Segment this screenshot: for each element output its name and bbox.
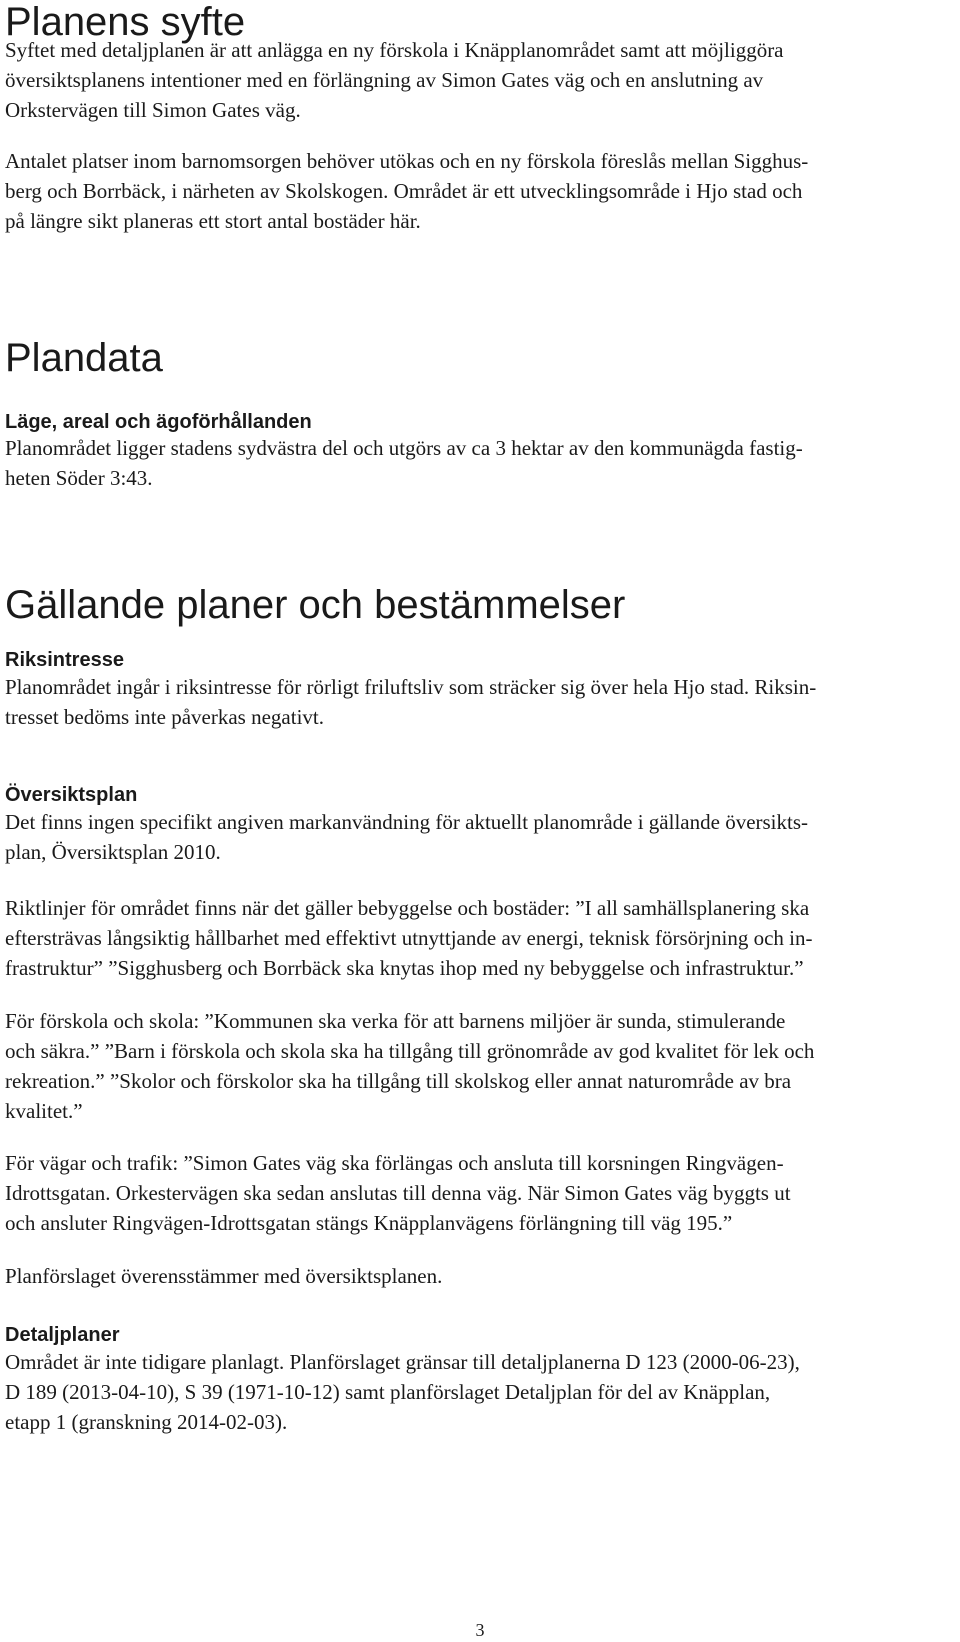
paragraph-oversiktsplan-3 [5, 1006, 955, 1126]
text-line: etapp 1 (granskning 2014-02-03). [5, 1410, 288, 1434]
text-line: kvalitet.” [5, 1099, 83, 1123]
paragraph-oversiktsplan-5 [5, 1261, 955, 1291]
heading-plandata: Plandata [5, 336, 163, 380]
text-line: Idrottsgatan. Orkestervägen ska sedan anslutas till denna väg. När Simon Gates väg byggts ut [5, 1181, 791, 1205]
paragraph-detaljplaner [5, 1347, 955, 1437]
text-line: D 189 (2013-04-10), S 39 (1971-10-12) samt planförslaget Detaljplan för del av Knäpplan, [5, 1380, 771, 1404]
text-line: på längre sikt planeras ett stort antal bostäder här. [5, 209, 421, 233]
text-line: Antalet platser inom barnomsorgen behöver utökas och en ny förskola föreslås mellan Sigghus- [5, 149, 809, 173]
paragraph-oversiktsplan-1 [5, 807, 955, 867]
subheading-riksintresse-block [5, 648, 955, 672]
text-line: För förskola och skola: ”Kommunen ska verka för att barnens miljöer är sunda, stimulerande [5, 1009, 786, 1033]
subheading-detaljplaner-block [5, 1323, 955, 1347]
text-line: och säkra.” ”Barn i förskola och skola ska ha tillgång till grönområde av god kvalitet för lek och [5, 1039, 815, 1063]
text-line: berg och Borrbäck, i närheten av Skolskogen. Området är ett utvecklingsområde i Hjo stad och [5, 179, 803, 203]
paragraph-syfte-2 [5, 146, 955, 236]
heading-planens-syfte: Planens syfte [5, 0, 246, 44]
text-line: eftersträvas långsiktig hållbarhet med effektivt utnyttjande av energi, teknisk försörjning och in- [5, 926, 813, 950]
heading-gallande-planer: Gällande planer och bestämmelser [5, 583, 626, 627]
subheading-oversiktsplan-block [5, 783, 955, 807]
paragraph-plandata [5, 433, 955, 493]
subheading-lage-areal: Läge, areal och ägoförhållanden [5, 411, 312, 433]
text-line: Planområdet ligger stadens sydvästra del och utgörs av ca 3 hektar av den kommunägda fastig- [5, 436, 803, 460]
text-line: heten Söder 3:43. [5, 466, 153, 490]
text-line: Planförslaget överensstämmer med översiktsplanen. [5, 1264, 443, 1288]
text-line: Riktlinjer för området finns när det gäller bebyggelse och bostäder: ”I all samhällsplanering ska [5, 896, 810, 920]
page-number: 3 [475, 1620, 485, 1640]
paragraph-oversiktsplan-2 [5, 893, 955, 983]
section-plandata [5, 338, 955, 378]
text-line: översiktsplanens intentioner med en förlängning av Simon Gates väg och en anslutning av [5, 68, 764, 92]
paragraph-oversiktsplan-4 [5, 1148, 955, 1238]
text-line: tresset bedöms inte påverkas negativt. [5, 705, 324, 729]
text-line: plan, Översiktsplan 2010. [5, 840, 221, 864]
text-line: rekreation.” ”Skolor och förskolor ska ha tillgång till skolskog eller annat naturområde av bra [5, 1069, 792, 1093]
text-line: För vägar och trafik: ”Simon Gates väg ska förlängas och ansluta till korsningen Ringvägen- [5, 1151, 784, 1175]
paragraph-riksintresse [5, 672, 955, 732]
subheading-lage [5, 410, 955, 434]
section-gallande [5, 585, 955, 625]
subheading-oversiktsplan: Översiktsplan [5, 784, 138, 806]
subheading-riksintresse: Riksintresse [5, 649, 124, 671]
subheading-detaljplaner: Detaljplaner [5, 1324, 120, 1346]
text-line: frastruktur” ”Sigghusberg och Borrbäck ska knytas ihop med ny bebyggelse och infrastruktur.” [5, 956, 804, 980]
text-line: Orkstervägen till Simon Gates väg. [5, 98, 301, 122]
text-line: Det finns ingen specifikt angiven markanvändning för aktuellt planområde i gällande översikts- [5, 810, 809, 834]
text-line: och ansluter Ringvägen-Idrottsgatan stängs Knäpplanvägens förlängning till väg 195.” [5, 1211, 733, 1235]
paragraph-syfte-1 [5, 35, 955, 125]
text-line: Syftet med detaljplanen är att anlägga en ny förskola i Knäpplanområdet samt att möjliggöra [5, 38, 784, 62]
text-line: Planområdet ingår i riksintresse för rörligt friluftsliv som sträcker sig över hela Hjo stad. Riksin- [5, 675, 817, 699]
text-line: Området är inte tidigare planlagt. Planförslaget gränsar till detaljplanerna D 123 (2000-06-23), [5, 1350, 800, 1374]
